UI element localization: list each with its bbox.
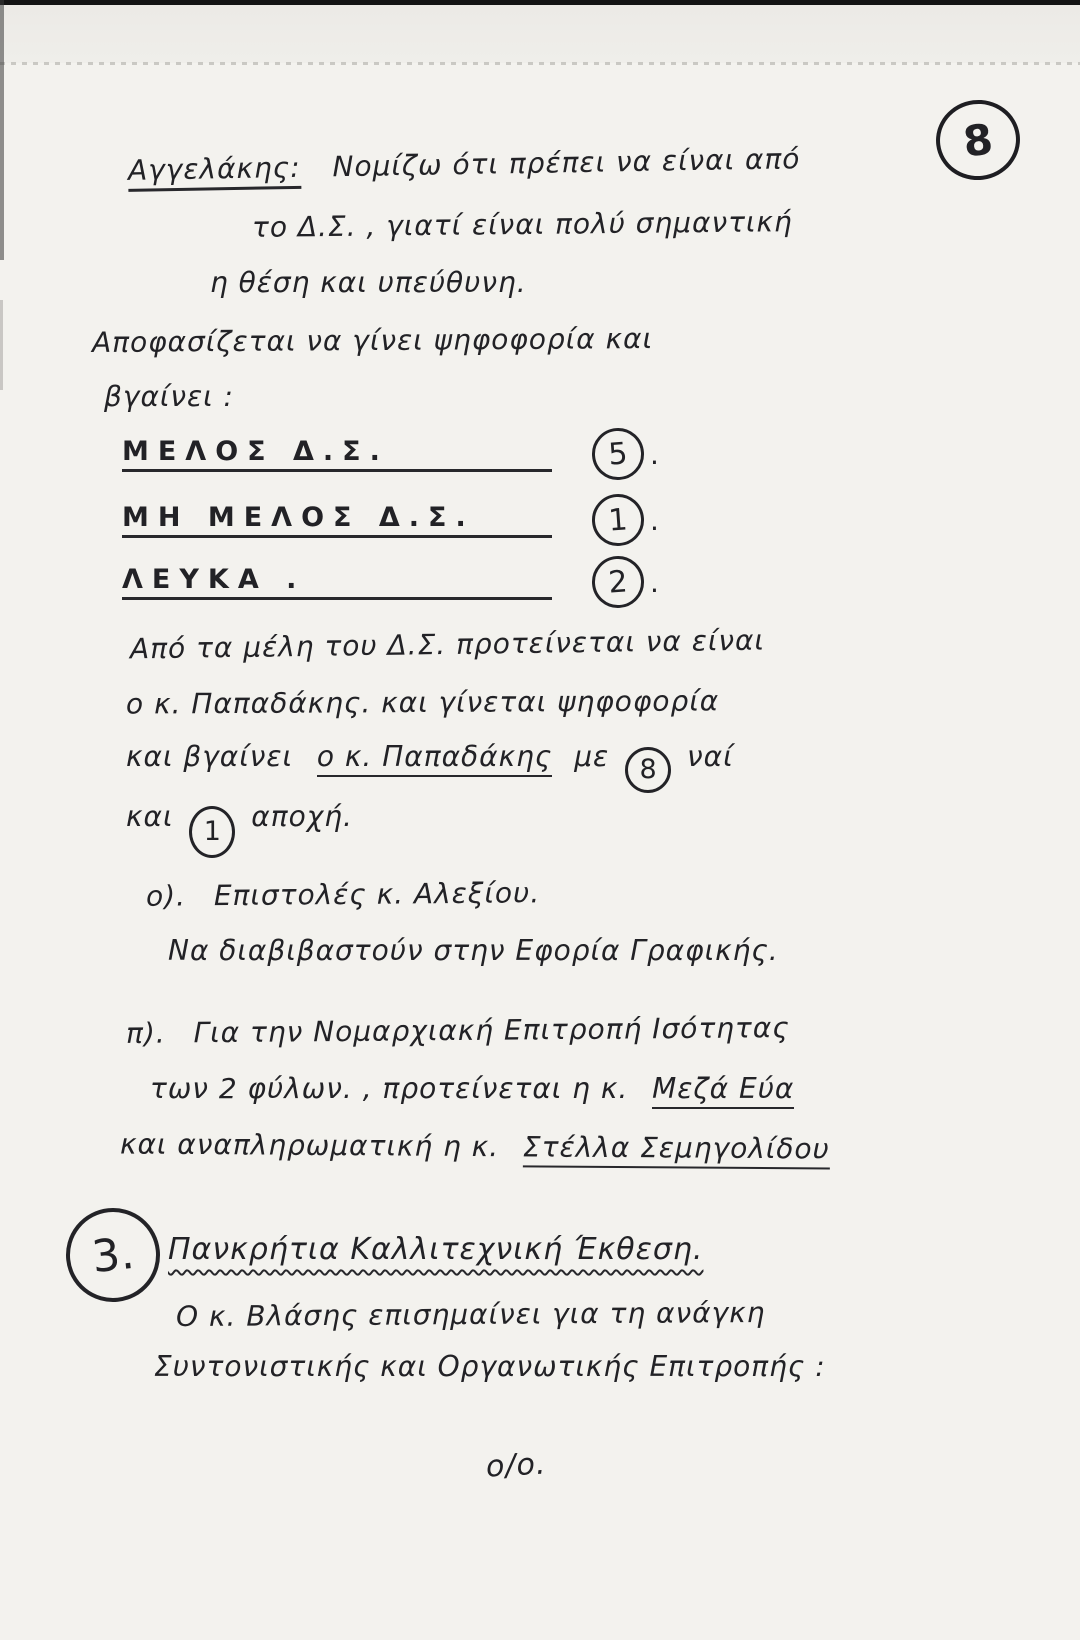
abstain-count-circle: 1 bbox=[189, 806, 235, 858]
section-3-line-1: Ο κ. Βλάσης επισημαίνει για τη ανάγκη bbox=[175, 1295, 766, 1334]
continuation-mark: ο/ο. bbox=[485, 1446, 548, 1485]
proposal-line-2: ο κ. Παπαδάκης. και γίνεται ψηφοφορία bbox=[125, 684, 720, 721]
item-p-marker: π). bbox=[125, 1016, 166, 1050]
vote-label-lefka: ΛΕΥΚΑ . bbox=[122, 564, 552, 600]
scan-left-edge-artifact bbox=[0, 0, 4, 260]
scan-dotted-line-artifact bbox=[0, 62, 1080, 65]
item-p-text-2: των 2 φύλων. , προτείνεται η κ. bbox=[150, 1072, 629, 1105]
proposal-line-3 bbox=[126, 740, 734, 793]
scan-left-smudge-artifact bbox=[0, 300, 3, 390]
item-p-text-3: και αναπληρωματική η κ. bbox=[119, 1127, 500, 1164]
speaker-line-1 bbox=[128, 142, 801, 187]
yes-count-circle: 8 bbox=[625, 747, 671, 793]
speaker-line-3: η θέση και υπεύθυνη. bbox=[210, 266, 527, 299]
vote-row-lefka bbox=[122, 556, 659, 608]
page-number-badge bbox=[931, 95, 1024, 185]
item-p-text-1: Για την Νομαρχιακή Επιτροπή Ισότητας bbox=[193, 1011, 790, 1050]
item-o-line-2: Να διαβιβαστούν στην Εφορία Γραφικής. bbox=[168, 934, 779, 967]
vote-label-melos: ΜΕΛΟΣ Δ.Σ. bbox=[122, 436, 552, 472]
vote-row-melos bbox=[122, 428, 659, 480]
speaker-name: Αγγελάκης: bbox=[128, 151, 301, 192]
proposal-line-4-pre: και bbox=[126, 800, 174, 833]
vote-dot: . bbox=[650, 503, 659, 537]
proposal-line-4 bbox=[126, 800, 353, 858]
proposal-line-4-post: αποχή. bbox=[251, 800, 353, 833]
proposal-line-1: Από τα μέλη του Δ.Σ. προτείνεται να είναι bbox=[129, 623, 766, 666]
scan-shading-artifact bbox=[0, 5, 1080, 63]
speaker-line-2: το Δ.Σ. , γιατί είναι πολύ σημαντική bbox=[251, 205, 793, 244]
decision-line-1: Αποφασίζεται να γίνει ψηφοφορία και bbox=[91, 322, 654, 359]
vote-count-circle-melos: 5 bbox=[590, 426, 646, 482]
section-3-title: Πανκρήτια Καλλιτεχνική Έκθεση. bbox=[168, 1232, 704, 1267]
vote-row-mi-melos bbox=[122, 494, 659, 546]
item-p-line-1 bbox=[126, 1011, 790, 1050]
proposal-line-3-mid: με bbox=[574, 740, 610, 773]
item-p-line-3 bbox=[120, 1128, 830, 1166]
section-3-number-badge bbox=[61, 1203, 164, 1306]
vote-count-circle-mi-melos: 1 bbox=[590, 492, 646, 548]
vote-count-circle-lefka: 2 bbox=[590, 554, 646, 610]
proposal-line-3-pre: και βγαίνει bbox=[126, 740, 293, 773]
proposal-candidate-name: ο κ. Παπαδάκης bbox=[317, 740, 552, 777]
speaker-text-1: Νομίζω ότι πρέπει να είναι από bbox=[332, 142, 801, 184]
nominee-name: Μεζά Εύα bbox=[652, 1072, 794, 1109]
item-o-text-1: Επιστολές κ. Αλεξίου. bbox=[213, 876, 541, 913]
vote-dot: . bbox=[650, 565, 659, 599]
item-o-marker: ο). bbox=[145, 879, 187, 913]
section-3-number: 3. bbox=[89, 1227, 137, 1283]
page-number: 8 bbox=[960, 113, 996, 167]
item-o-line-1 bbox=[146, 876, 540, 912]
item-p-line-2 bbox=[150, 1072, 794, 1105]
decision-line-2: βγαίνει : bbox=[104, 380, 234, 413]
vote-label-mi-melos: ΜΗ ΜΕΛΟΣ Δ.Σ. bbox=[122, 502, 552, 538]
proposal-line-3-post: ναί bbox=[686, 740, 734, 773]
vote-dot: . bbox=[650, 437, 659, 471]
alternate-name: Στέλλα Σεμηγολίδου bbox=[523, 1130, 830, 1169]
section-3-line-2: Συντονιστικής και Οργανωτικής Επιτροπής : bbox=[154, 1350, 826, 1383]
